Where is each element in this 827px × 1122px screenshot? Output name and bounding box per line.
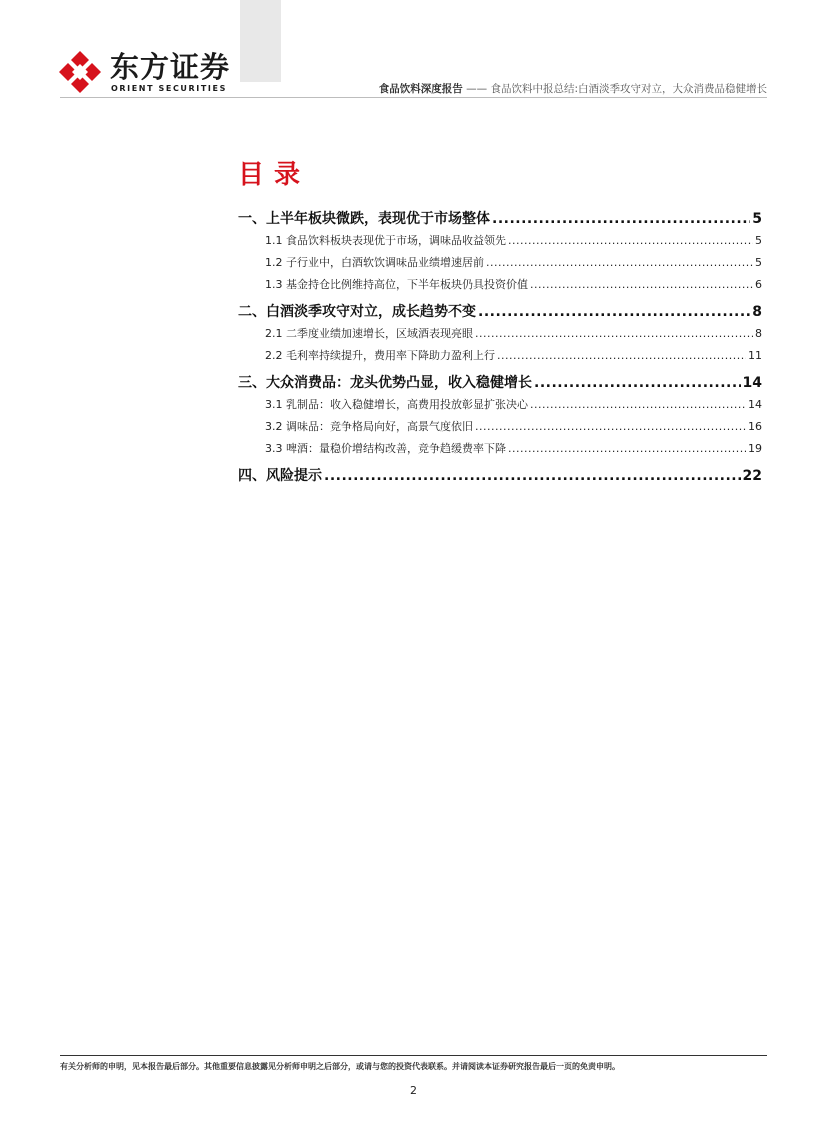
toc-entry-section-1[interactable] [238, 208, 762, 232]
toc-entry-page: 5 [752, 211, 762, 227]
toc-entry-1-1[interactable] [238, 232, 762, 254]
toc-leader-dots [497, 349, 746, 362]
toc-entry-3-3[interactable] [238, 440, 762, 462]
toc-leader-dots [508, 442, 746, 455]
toc-leader-dots [492, 211, 750, 227]
toc-entry-page: 8 [752, 304, 762, 320]
toc-entry-label: 1.3 基金持仓比例维持高位，下半年板块仍具投资价值 [265, 278, 528, 291]
toc-entry-page: 8 [755, 327, 762, 340]
company-logo [58, 50, 231, 96]
toc-entry-label: 1.2 子行业中，白酒软饮调味品业绩增速居前 [265, 256, 484, 269]
toc-entry-label: 二、白酒淡季攻守对立，成长趋势不变 [238, 304, 476, 320]
toc-entry-page: 5 [755, 234, 762, 247]
footer-disclaimer: 有关分析师的申明，见本报告最后部分。其他重要信息披露见分析师申明之后部分，或请与您的投资代表联系。并请阅读本证券研究报告最后一页的免责申明。 [60, 1062, 620, 1071]
toc-entry-label: 3.1 乳制品：收入稳健增长，高费用投放彰显扩张决心 [265, 398, 528, 411]
toc-entry-page: 5 [755, 256, 762, 269]
toc-entry-page: 14 [742, 375, 762, 391]
toc-entry-label: 3.3 啤酒：量稳价增结构改善，竞争趋缓费率下降 [265, 442, 506, 455]
header-separator: —— [462, 83, 491, 95]
toc-entry-2-2[interactable] [238, 347, 762, 369]
running-header [379, 81, 767, 96]
toc-entry-section-3[interactable] [238, 372, 762, 396]
table-of-contents [238, 208, 762, 489]
toc-leader-dots [475, 420, 746, 433]
toc-entry-label: 三、大众消费品：龙头优势凸显，收入稳健增长 [238, 375, 532, 391]
toc-leader-dots [534, 375, 741, 391]
toc-entry-2-1[interactable] [238, 325, 762, 347]
toc-entry-label: 四、风险提示 [238, 468, 322, 484]
toc-entry-section-4[interactable] [238, 465, 762, 489]
header-rule [60, 97, 767, 98]
toc-leader-dots [486, 256, 753, 269]
toc-entry-3-2[interactable] [238, 418, 762, 440]
toc-title: 目录 [238, 160, 311, 190]
logo-mark-icon [58, 50, 102, 94]
toc-entry-label: 3.2 调味品：竞争格局向好，高景气度依旧 [265, 420, 473, 433]
toc-entry-label: 2.2 毛利率持续提升，费用率下降助力盈利上行 [265, 349, 495, 362]
toc-entry-page: 14 [748, 398, 762, 411]
toc-entry-page: 11 [748, 349, 762, 362]
toc-leader-dots [324, 468, 741, 484]
header-decor-tab [240, 0, 281, 82]
toc-entry-label: 一、上半年板块微跌，表现优于市场整体 [238, 211, 490, 227]
toc-entry-section-2[interactable] [238, 301, 762, 325]
report-type: 食品饮料深度报告 [378, 83, 463, 95]
toc-entry-label: 1.1 食品饮料板块表现优于市场，调味品收益领先 [265, 234, 506, 247]
toc-entry-page: 22 [742, 468, 762, 484]
page-number: 2 [410, 1084, 417, 1097]
footer-rule [60, 1055, 767, 1056]
toc-entry-page: 6 [755, 278, 762, 291]
logo-chinese-name: 东方证券 [110, 50, 231, 84]
toc-leader-dots [508, 234, 753, 247]
toc-entry-page: 16 [748, 420, 762, 433]
logo-english-name: ORIENT SECURITIES [111, 84, 227, 93]
toc-leader-dots [478, 304, 750, 320]
report-title: 食品饮料中报总结:白酒淡季攻守对立，大众消费品稳健增长 [490, 83, 767, 95]
toc-entry-1-2[interactable] [238, 254, 762, 276]
toc-entry-1-3[interactable] [238, 276, 762, 298]
toc-entry-3-1[interactable] [238, 396, 762, 418]
toc-leader-dots [530, 398, 746, 411]
toc-entry-label: 2.1 二季度业绩加速增长，区域酒表现亮眼 [265, 327, 473, 340]
toc-leader-dots [475, 327, 753, 340]
toc-entry-page: 19 [748, 442, 762, 455]
toc-leader-dots [530, 278, 753, 291]
